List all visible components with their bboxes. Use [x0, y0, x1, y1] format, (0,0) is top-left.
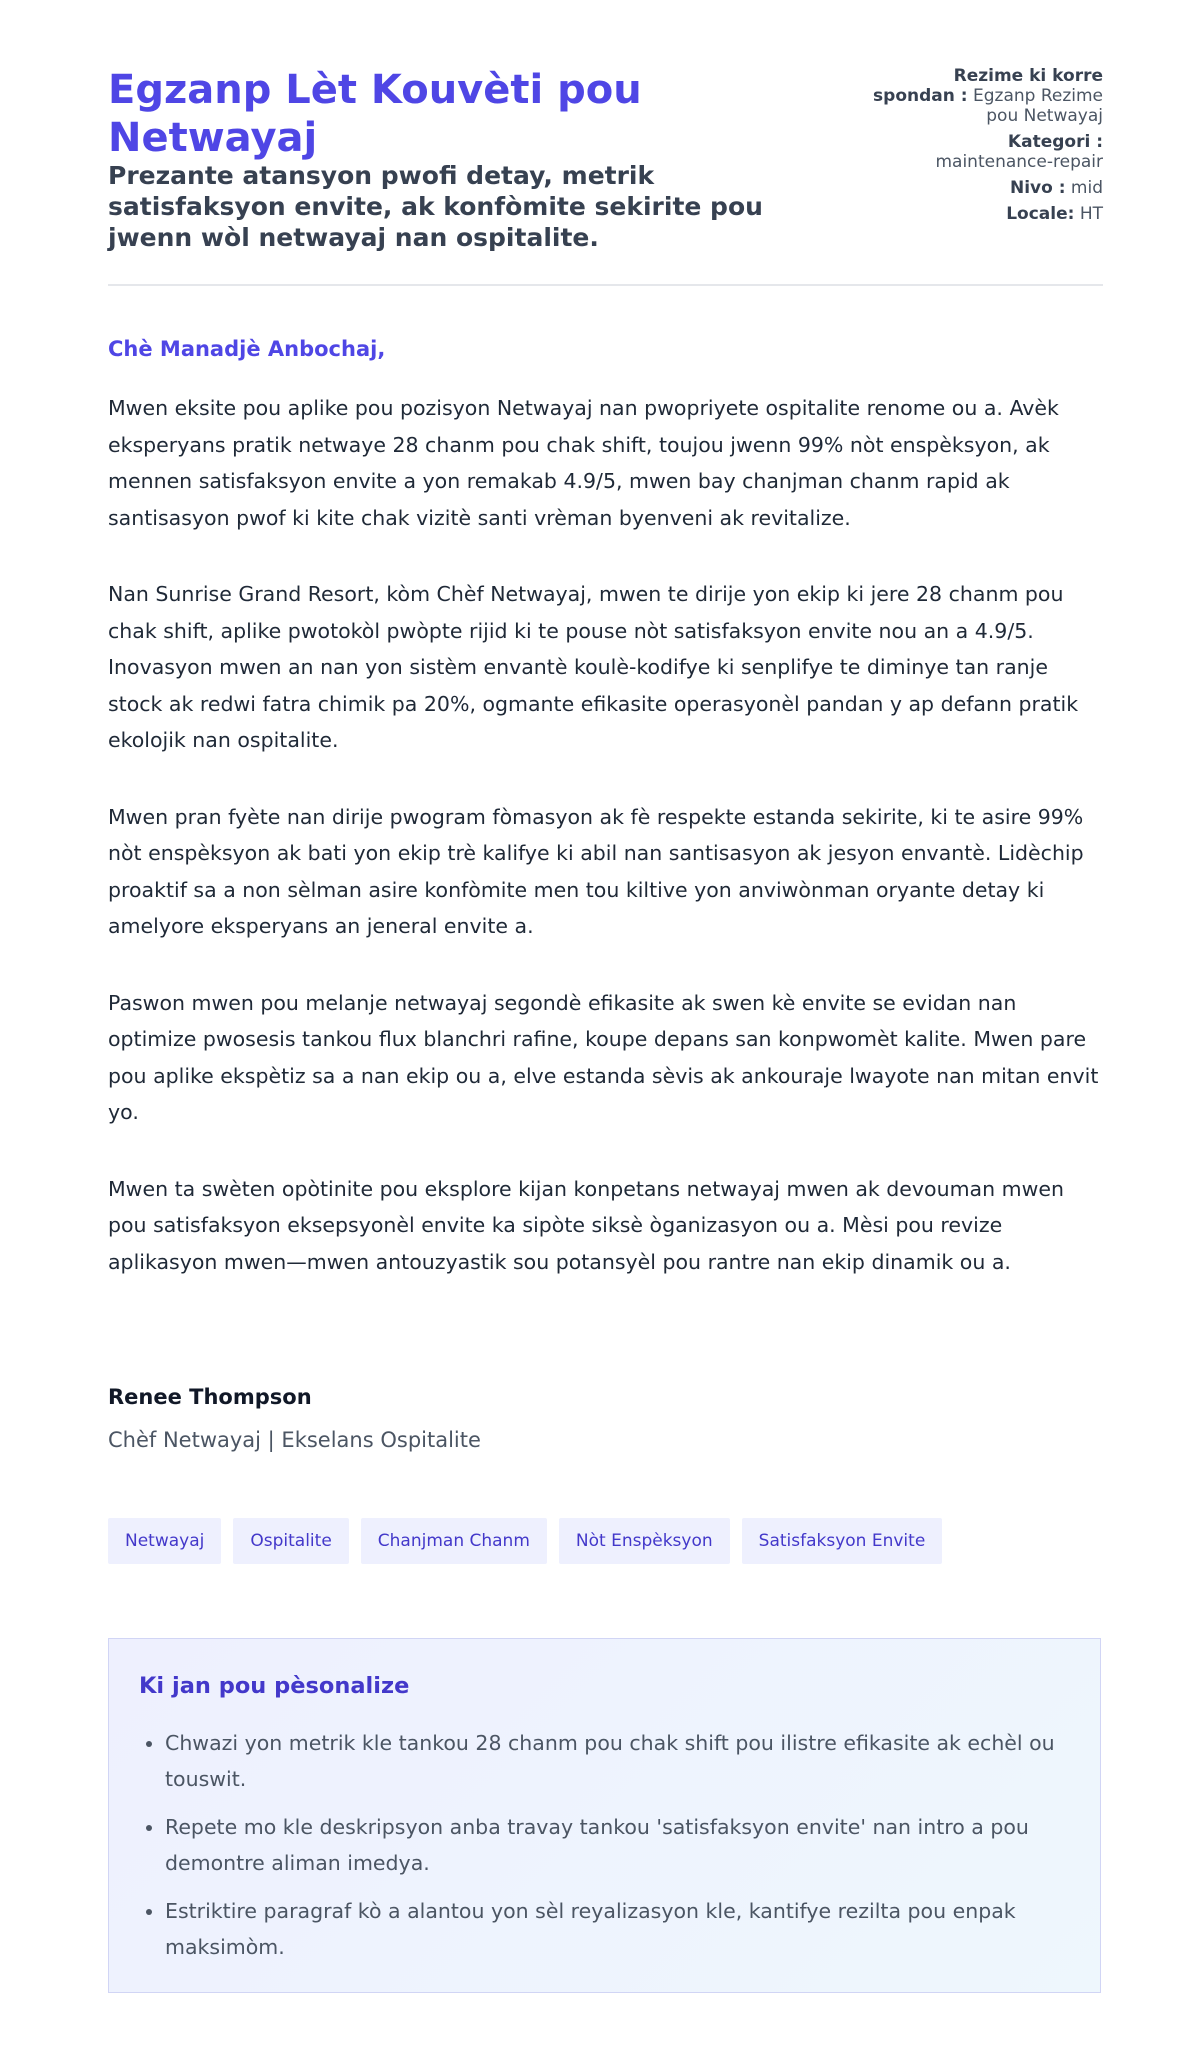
meta-resume — [873, 66, 1103, 126]
meta-locale — [873, 204, 1103, 224]
tag-list — [108, 1518, 942, 1564]
tips-item: • Chwazi yon metrik kle tankou 28 chanm pou chak shift pou ilistre efikasite ak echèl ou touswit. — [165, 1725, 1085, 1797]
meta-level-value: mid — [1070, 178, 1103, 198]
tips-item: • Repete mo kle deskripsyon anba travay tankou 'satisfaksyon envite' nan intro a pou demontre aliman imedya. — [165, 1809, 1085, 1881]
meta-panel — [873, 66, 1103, 230]
meta-level-label: Nivo : — [1009, 178, 1066, 198]
tag-chip[interactable]: Nòt Enspèksyon — [559, 1518, 730, 1564]
signature-name: Renee Thompson — [108, 1385, 312, 1409]
meta-level — [873, 178, 1103, 198]
meta-category-label: Kategori : — [1007, 132, 1103, 152]
signature-role: Chèf Netwayaj | Ekselans Ospitalite — [108, 1428, 481, 1452]
tips-title: Ki jan pou pèsonalize — [139, 1673, 410, 1699]
letter-paragraph: Nan Sunrise Grand Resort, kòm Chèf Netwayaj, mwen te dirije yon ekip ki jere 28 chanm pou chak shift, aplike pwotokòl pwòpte rijid ki te pouse nòt satisfaksyon envite nou an a 4.9/5. Inovasyon mwen an nan yon sistèm envantè koulè-kodifye ki senplifye te diminye tan ranje stock ak redwi fatra chimik pa 20%, ogmante efikasite operasyonèl pandan y ap defann pratik ekolojik nan ospitalite. — [108, 582, 1079, 752]
meta-resume-value[interactable]: Egzanp Rezime pou Netwayaj — [972, 86, 1103, 126]
meta-locale-label: Locale: — [1006, 204, 1075, 224]
letter-paragraph: Mwen ta swèten opòtinite pou eksplore kijan konpetans netwayaj mwen ak devouman mwen pou satisfaksyon eksepsyonèl envite ka sipòte siksè òganizasyon ou a. Mèsi pou revize aplikasyon mwen—mwen antouzyastik sou potansyèl pou rantre nan ekip dinamik ou a. — [108, 1176, 1064, 1274]
header-divider — [108, 284, 1103, 286]
tips-list — [139, 1725, 1085, 1977]
page-title: Egzanp Lèt Kouvèti pou Netwayaj — [108, 67, 642, 161]
tag-chip[interactable]: Netwayaj — [108, 1518, 221, 1564]
tag-chip[interactable]: Satisfaksyon Envite — [742, 1518, 943, 1564]
customization-tips-box — [108, 1638, 1101, 1993]
letter-paragraph: Mwen eksite pou aplike pou pozisyon Netwayaj nan pwopriyete ospitalite renome ou a. Avèk eksperyans pratik netwaye 28 chanm pou chak shift, toujou jwenn 99% nòt enspèksyon, ak mennen satisfaksyon envite a yon remakab 4.9/5, mwen bay chanjman chanm rapid ak santisasyon pwof ki kite chak vizitè santi vrèman byenveni ak revitalize. — [108, 396, 1059, 530]
letter-salutation: Chè Manadjè Anbochaj, — [108, 337, 386, 361]
letter-body — [108, 390, 1103, 1320]
meta-resume-label: Rezime ki korre spondan : — [873, 66, 1103, 106]
meta-category-value: maintenance-repair — [935, 152, 1103, 172]
meta-category — [873, 132, 1103, 172]
meta-locale-value: HT — [1079, 204, 1103, 224]
letter-paragraph: Mwen pran fyète nan dirije pwogram fòmasyon ak fè respekte estanda sekirite, ki te asire 99% nòt enspèksyon ak bati yon ekip trè kalifye ki abil nan santisasyon ak jesyon envantè. Lidèchip proaktif sa a non sèlman asire konfòmite men tou kiltive yon anviwònman oryante detay ki amelyore eksperyans an jeneral envite a. — [108, 804, 1084, 938]
tag-chip[interactable]: Ospitalite — [233, 1518, 348, 1564]
tag-chip[interactable]: Chanjman Chanm — [361, 1518, 547, 1564]
tips-item: • Estriktire paragraf kò a alantou yon sèl reyalizasyon kle, kantifye rezilta pou enpak maksimòm. — [165, 1893, 1085, 1965]
page-subtitle: Prezante atansyon pwofi detay, metrik satisfaksyon envite, ak konfòmite sekirite pou jwenn wòl netwayaj nan ospitalite. — [108, 161, 763, 252]
letter-paragraph: Paswon mwen pou melanje netwayaj segondè efikasite ak swen kè envite se evidan nan optimize pwosesis tankou flux blanchri rafine, koupe depans san konpwomèt kalite. Mwen pare pou aplike ekspètiz sa a nan ekip ou a, elve estanda sèvis ak ankouraje lwayote nan mitan envit yo. — [108, 990, 1099, 1124]
